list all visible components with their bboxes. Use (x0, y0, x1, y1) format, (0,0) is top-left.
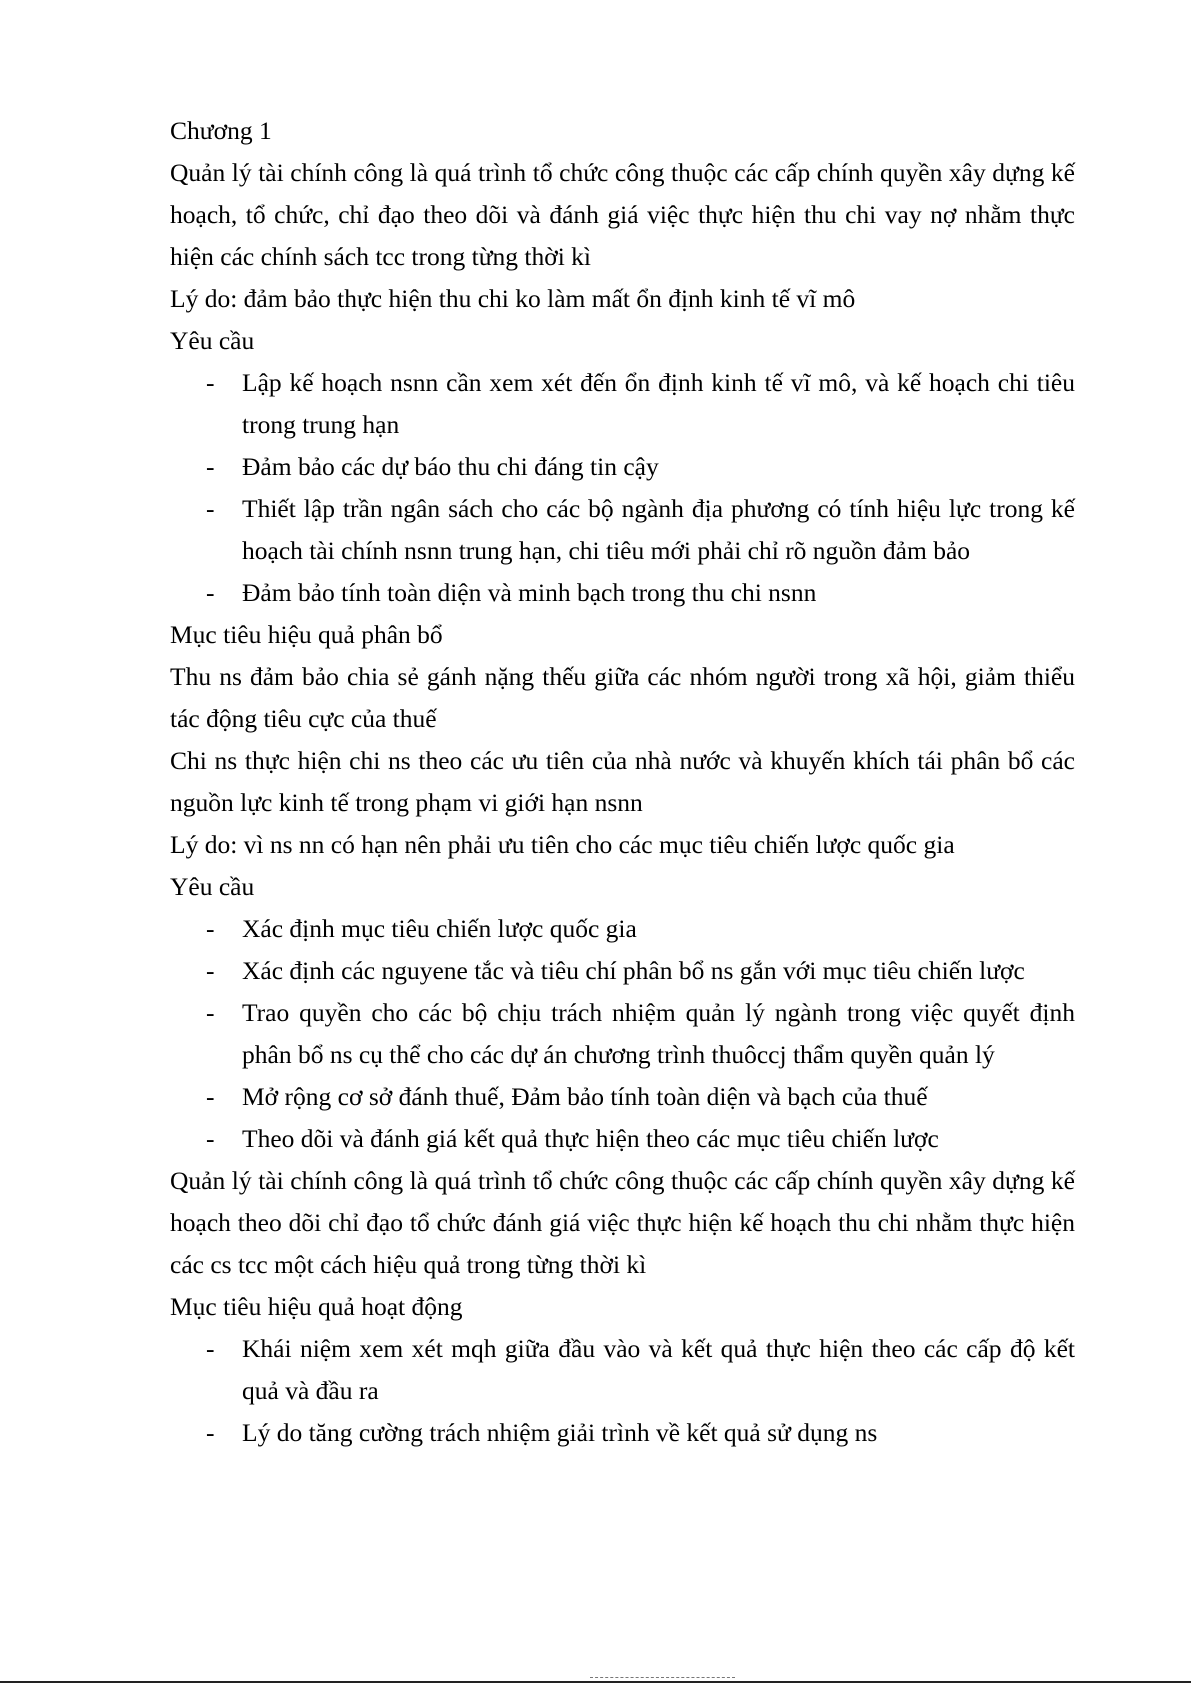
list-item-text: Thiết lập trần ngân sách cho các bộ ngành địa phương có tính hiệu lực trong kế hoạch tài chính nsnn trung hạn, chi tiêu mới phải chỉ rõ nguồn đảm bảo (242, 494, 1075, 565)
list-item-text: Xác định mục tiêu chiến lược quốc gia (242, 914, 637, 943)
dash-marker: - (206, 494, 215, 523)
list-item (170, 362, 1075, 446)
dash-marker: - (206, 998, 215, 1027)
dash-marker: - (206, 368, 215, 397)
dash-marker: - (206, 1334, 215, 1363)
list-item (170, 908, 1075, 950)
list-item-text: Khái niệm xem xét mqh giữa đầu vào và kết quả thực hiện theo các cấp độ kết quả và đầu ra (242, 1334, 1075, 1405)
revenue-paragraph: Thu ns đảm bảo chia sẻ gánh nặng thếu giữa các nhóm người trong xã hội, giảm thiểu tác động tiêu cực của thuế (170, 662, 1075, 733)
list-item (170, 1076, 1075, 1118)
dash-marker: - (206, 914, 215, 943)
list-item-text: Đảm bảo tính toàn diện và minh bạch trong thu chi nsnn (242, 578, 817, 607)
dash-marker: - (206, 1124, 215, 1153)
reason-line-2: Lý do: vì ns nn có hạn nên phải ưu tiên cho các mục tiêu chiến lược quốc gia (170, 830, 955, 859)
list-item-text: Lý do tăng cường trách nhiệm giải trình về kết quả sử dụng ns (242, 1418, 878, 1447)
list-item (170, 992, 1075, 1076)
list-item (170, 572, 1075, 614)
page-bottom-rule (0, 1681, 1191, 1683)
list-item (170, 950, 1075, 992)
dash-marker: - (206, 578, 215, 607)
operational-objective-heading: Mục tiêu hiệu quả hoạt động (170, 1292, 463, 1321)
requirements-list (170, 362, 1075, 614)
dash-marker: - (206, 956, 215, 985)
dash-marker: - (206, 452, 215, 481)
list-item (170, 1328, 1075, 1412)
list-item-text: Theo dõi và đánh giá kết quả thực hiện theo các mục tiêu chiến lược (242, 1124, 939, 1153)
definition-paragraph: Quản lý tài chính công là quá trình tổ chức công thuộc các cấp chính quyền xây dựng kế hoạch, tổ chức, chỉ đạo theo dõi và đánh giá việc thực hiện thu chi vay nợ nhằm thực hiện các chính sách tcc trong từng thời kì (170, 158, 1075, 271)
definition-paragraph-2: Quản lý tài chính công là quá trình tổ chức công thuộc các cấp chính quyền xây dựng kế hoạch theo dõi chỉ đạo tổ chức đánh giá việc thực hiện kế hoạch thu chi nhằm thực hiện các cs tcc một cách hiệu quả trong từng thời kì (170, 1166, 1075, 1279)
list-item (170, 1118, 1075, 1160)
requirements-list-2 (170, 908, 1075, 1160)
document-page (170, 110, 1075, 1454)
reason-line: Lý do: đảm bảo thực hiện thu chi ko làm mất ổn định kinh tế vĩ mô (170, 284, 856, 313)
list-item-text: Mở rộng cơ sở đánh thuế, Đảm bảo tính toàn diện và bạch của thuế (242, 1082, 928, 1111)
dash-marker: - (206, 1082, 215, 1111)
requirements-heading-2: Yêu cầu (170, 872, 255, 901)
spending-paragraph: Chi ns thực hiện chi ns theo các ưu tiên của nhà nước và khuyến khích tái phân bổ các nguồn lực kinh tế trong phạm vi giới hạn nsnn (170, 746, 1075, 817)
list-item (170, 1412, 1075, 1454)
list-item (170, 446, 1075, 488)
allocation-objective-heading: Mục tiêu hiệu quả phân bổ (170, 620, 443, 649)
list-item (170, 488, 1075, 572)
requirements-heading: Yêu cầu (170, 326, 255, 355)
dash-marker: - (206, 1418, 215, 1447)
list-item-text: Lập kế hoạch nsnn cần xem xét đến ổn định kinh tế vĩ mô, và kế hoạch chi tiêu trong trung hạn (242, 368, 1075, 439)
list-item-text: Xác định các nguyene tắc và tiêu chí phân bổ ns gắn với mục tiêu chiến lược (242, 956, 1025, 985)
page-bottom-mark (590, 1677, 735, 1678)
chapter-heading: Chương 1 (170, 116, 272, 145)
operational-list (170, 1328, 1075, 1454)
list-item-text: Trao quyền cho các bộ chịu trách nhiệm quản lý ngành trong việc quyết định phân bổ ns cụ thể cho các dự án chương trình thuôccj thẩm quyền quản lý (242, 998, 1075, 1069)
list-item-text: Đảm bảo các dự báo thu chi đáng tin cậy (242, 452, 659, 481)
